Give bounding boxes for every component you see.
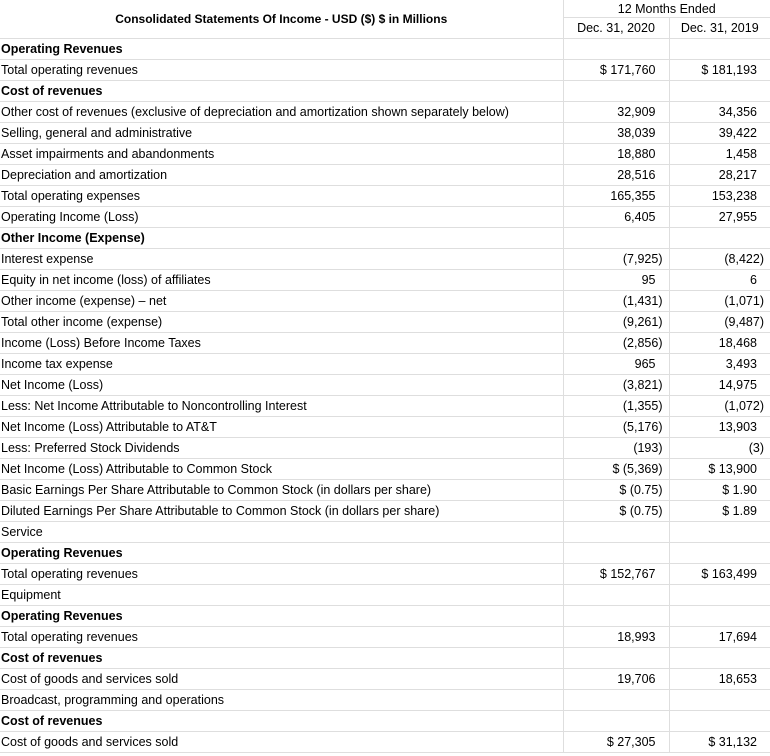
value-2019 — [669, 543, 770, 564]
row-label: Basic Earnings Per Share Attributable to Common Stock (in dollars per share) — [0, 480, 563, 501]
value-2020 — [563, 228, 669, 249]
column-header-2019: Dec. 31, 2019 — [669, 18, 770, 39]
row-label: Interest expense — [0, 249, 563, 270]
value-2020: 32,909 — [563, 102, 669, 123]
table-row — [0, 186, 770, 207]
value-2020: (5,176) — [563, 417, 669, 438]
value-2020: (9,261) — [563, 312, 669, 333]
row-label: Net Income (Loss) Attributable to Common Stock — [0, 459, 563, 480]
row-label: Net Income (Loss) Attributable to AT&T — [0, 417, 563, 438]
value-2019: 39,422 — [669, 123, 770, 144]
value-2020 — [563, 522, 669, 543]
table-row — [0, 480, 770, 501]
table-row — [0, 144, 770, 165]
value-2019 — [669, 606, 770, 627]
table-row — [0, 102, 770, 123]
row-label: Net Income (Loss) — [0, 375, 563, 396]
value-2020 — [563, 81, 669, 102]
table-row — [0, 564, 770, 585]
value-2019: 27,955 — [669, 207, 770, 228]
row-label: Cost of goods and services sold — [0, 732, 563, 753]
value-2019: 18,468 — [669, 333, 770, 354]
row-label: Depreciation and amortization — [0, 165, 563, 186]
value-2019: 18,653 — [669, 669, 770, 690]
value-2019 — [669, 522, 770, 543]
row-label: Less: Net Income Attributable to Noncontrolling Interest — [0, 396, 563, 417]
value-2020 — [563, 543, 669, 564]
column-header-2020: Dec. 31, 2020 — [563, 18, 669, 39]
table-row — [0, 669, 770, 690]
table-row — [0, 123, 770, 144]
value-2020 — [563, 606, 669, 627]
value-2019: $ 163,499 — [669, 564, 770, 585]
table-row — [0, 417, 770, 438]
value-2019 — [669, 81, 770, 102]
table-title: Consolidated Statements Of Income - USD ($) $ in Millions — [0, 0, 563, 39]
row-label: Other cost of revenues (exclusive of depreciation and amortization shown separately below) — [0, 102, 563, 123]
row-label: Total other income (expense) — [0, 312, 563, 333]
table-row — [0, 711, 770, 732]
value-2019: $ 31,132 — [669, 732, 770, 753]
section-heading: Other Income (Expense) — [0, 228, 563, 249]
section-heading: Operating Revenues — [0, 39, 563, 60]
table-row — [0, 459, 770, 480]
value-2020: (1,431) — [563, 291, 669, 312]
row-label: Other income (expense) – net — [0, 291, 563, 312]
table-row — [0, 228, 770, 249]
row-label: Total operating revenues — [0, 60, 563, 81]
table-row — [0, 270, 770, 291]
value-2019: 6 — [669, 270, 770, 291]
table-row — [0, 39, 770, 60]
row-label: Income (Loss) Before Income Taxes — [0, 333, 563, 354]
value-2020: (1,355) — [563, 396, 669, 417]
value-2020: (193) — [563, 438, 669, 459]
row-label: Broadcast, programming and operations — [0, 690, 563, 711]
row-label: Income tax expense — [0, 354, 563, 375]
table-row — [0, 438, 770, 459]
value-2020: $ (0.75) — [563, 480, 669, 501]
value-2020: $ 27,305 — [563, 732, 669, 753]
value-2020 — [563, 648, 669, 669]
value-2020: 95 — [563, 270, 669, 291]
table-row — [0, 627, 770, 648]
value-2020: (7,925) — [563, 249, 669, 270]
table-row — [0, 207, 770, 228]
value-2020: $ (0.75) — [563, 501, 669, 522]
value-2020 — [563, 711, 669, 732]
value-2020: 18,993 — [563, 627, 669, 648]
table-row — [0, 732, 770, 753]
value-2019: 34,356 — [669, 102, 770, 123]
row-label: Service — [0, 522, 563, 543]
value-2020: 18,880 — [563, 144, 669, 165]
value-2020 — [563, 690, 669, 711]
section-heading: Cost of revenues — [0, 648, 563, 669]
value-2020: 28,516 — [563, 165, 669, 186]
section-heading: Operating Revenues — [0, 543, 563, 564]
value-2019 — [669, 39, 770, 60]
value-2019: 13,903 — [669, 417, 770, 438]
value-2019: (8,422) — [669, 249, 770, 270]
value-2019 — [669, 228, 770, 249]
row-label: Equity in net income (loss) of affiliates — [0, 270, 563, 291]
row-label: Equipment — [0, 585, 563, 606]
value-2019: 28,217 — [669, 165, 770, 186]
value-2019: 14,975 — [669, 375, 770, 396]
section-heading: Operating Revenues — [0, 606, 563, 627]
row-label: Cost of goods and services sold — [0, 669, 563, 690]
section-heading: Cost of revenues — [0, 711, 563, 732]
row-label: Asset impairments and abandonments — [0, 144, 563, 165]
table-row — [0, 606, 770, 627]
table-row — [0, 81, 770, 102]
value-2019: (9,487) — [669, 312, 770, 333]
value-2019: (1,071) — [669, 291, 770, 312]
row-label: Less: Preferred Stock Dividends — [0, 438, 563, 459]
value-2019: $ 1.90 — [669, 480, 770, 501]
table-row — [0, 543, 770, 564]
value-2019 — [669, 648, 770, 669]
row-label: Total operating revenues — [0, 627, 563, 648]
value-2019: $ 181,193 — [669, 60, 770, 81]
row-label: Diluted Earnings Per Share Attributable to Common Stock (in dollars per share) — [0, 501, 563, 522]
section-heading: Cost of revenues — [0, 81, 563, 102]
table-row — [0, 333, 770, 354]
value-2019 — [669, 711, 770, 732]
value-2019: 17,694 — [669, 627, 770, 648]
table-row — [0, 60, 770, 81]
value-2020: 165,355 — [563, 186, 669, 207]
row-label: Selling, general and administrative — [0, 123, 563, 144]
row-label: Total operating expenses — [0, 186, 563, 207]
value-2020: 38,039 — [563, 123, 669, 144]
value-2019: $ 1.89 — [669, 501, 770, 522]
value-2020: 965 — [563, 354, 669, 375]
value-2020: $ 171,760 — [563, 60, 669, 81]
table-row — [0, 291, 770, 312]
value-2020: 6,405 — [563, 207, 669, 228]
value-2019: (1,072) — [669, 396, 770, 417]
row-label: Total operating revenues — [0, 564, 563, 585]
table-row — [0, 648, 770, 669]
value-2019: (3) — [669, 438, 770, 459]
table-row — [0, 522, 770, 543]
value-2020: (3,821) — [563, 375, 669, 396]
table-row — [0, 354, 770, 375]
table-row — [0, 165, 770, 186]
table-row — [0, 501, 770, 522]
table-row — [0, 396, 770, 417]
value-2019 — [669, 585, 770, 606]
value-2020 — [563, 585, 669, 606]
value-2020: (2,856) — [563, 333, 669, 354]
value-2019: 153,238 — [669, 186, 770, 207]
value-2020: 19,706 — [563, 669, 669, 690]
value-2020: $ 152,767 — [563, 564, 669, 585]
value-2019: 1,458 — [669, 144, 770, 165]
value-2019: 3,493 — [669, 354, 770, 375]
row-label: Operating Income (Loss) — [0, 207, 563, 228]
value-2020: $ (5,369) — [563, 459, 669, 480]
value-2019: $ 13,900 — [669, 459, 770, 480]
table-row — [0, 249, 770, 270]
value-2019 — [669, 690, 770, 711]
table-row — [0, 585, 770, 606]
table-row — [0, 375, 770, 396]
table-row — [0, 690, 770, 711]
period-group-header: 12 Months Ended — [563, 0, 770, 18]
value-2020 — [563, 39, 669, 60]
table-row — [0, 312, 770, 333]
